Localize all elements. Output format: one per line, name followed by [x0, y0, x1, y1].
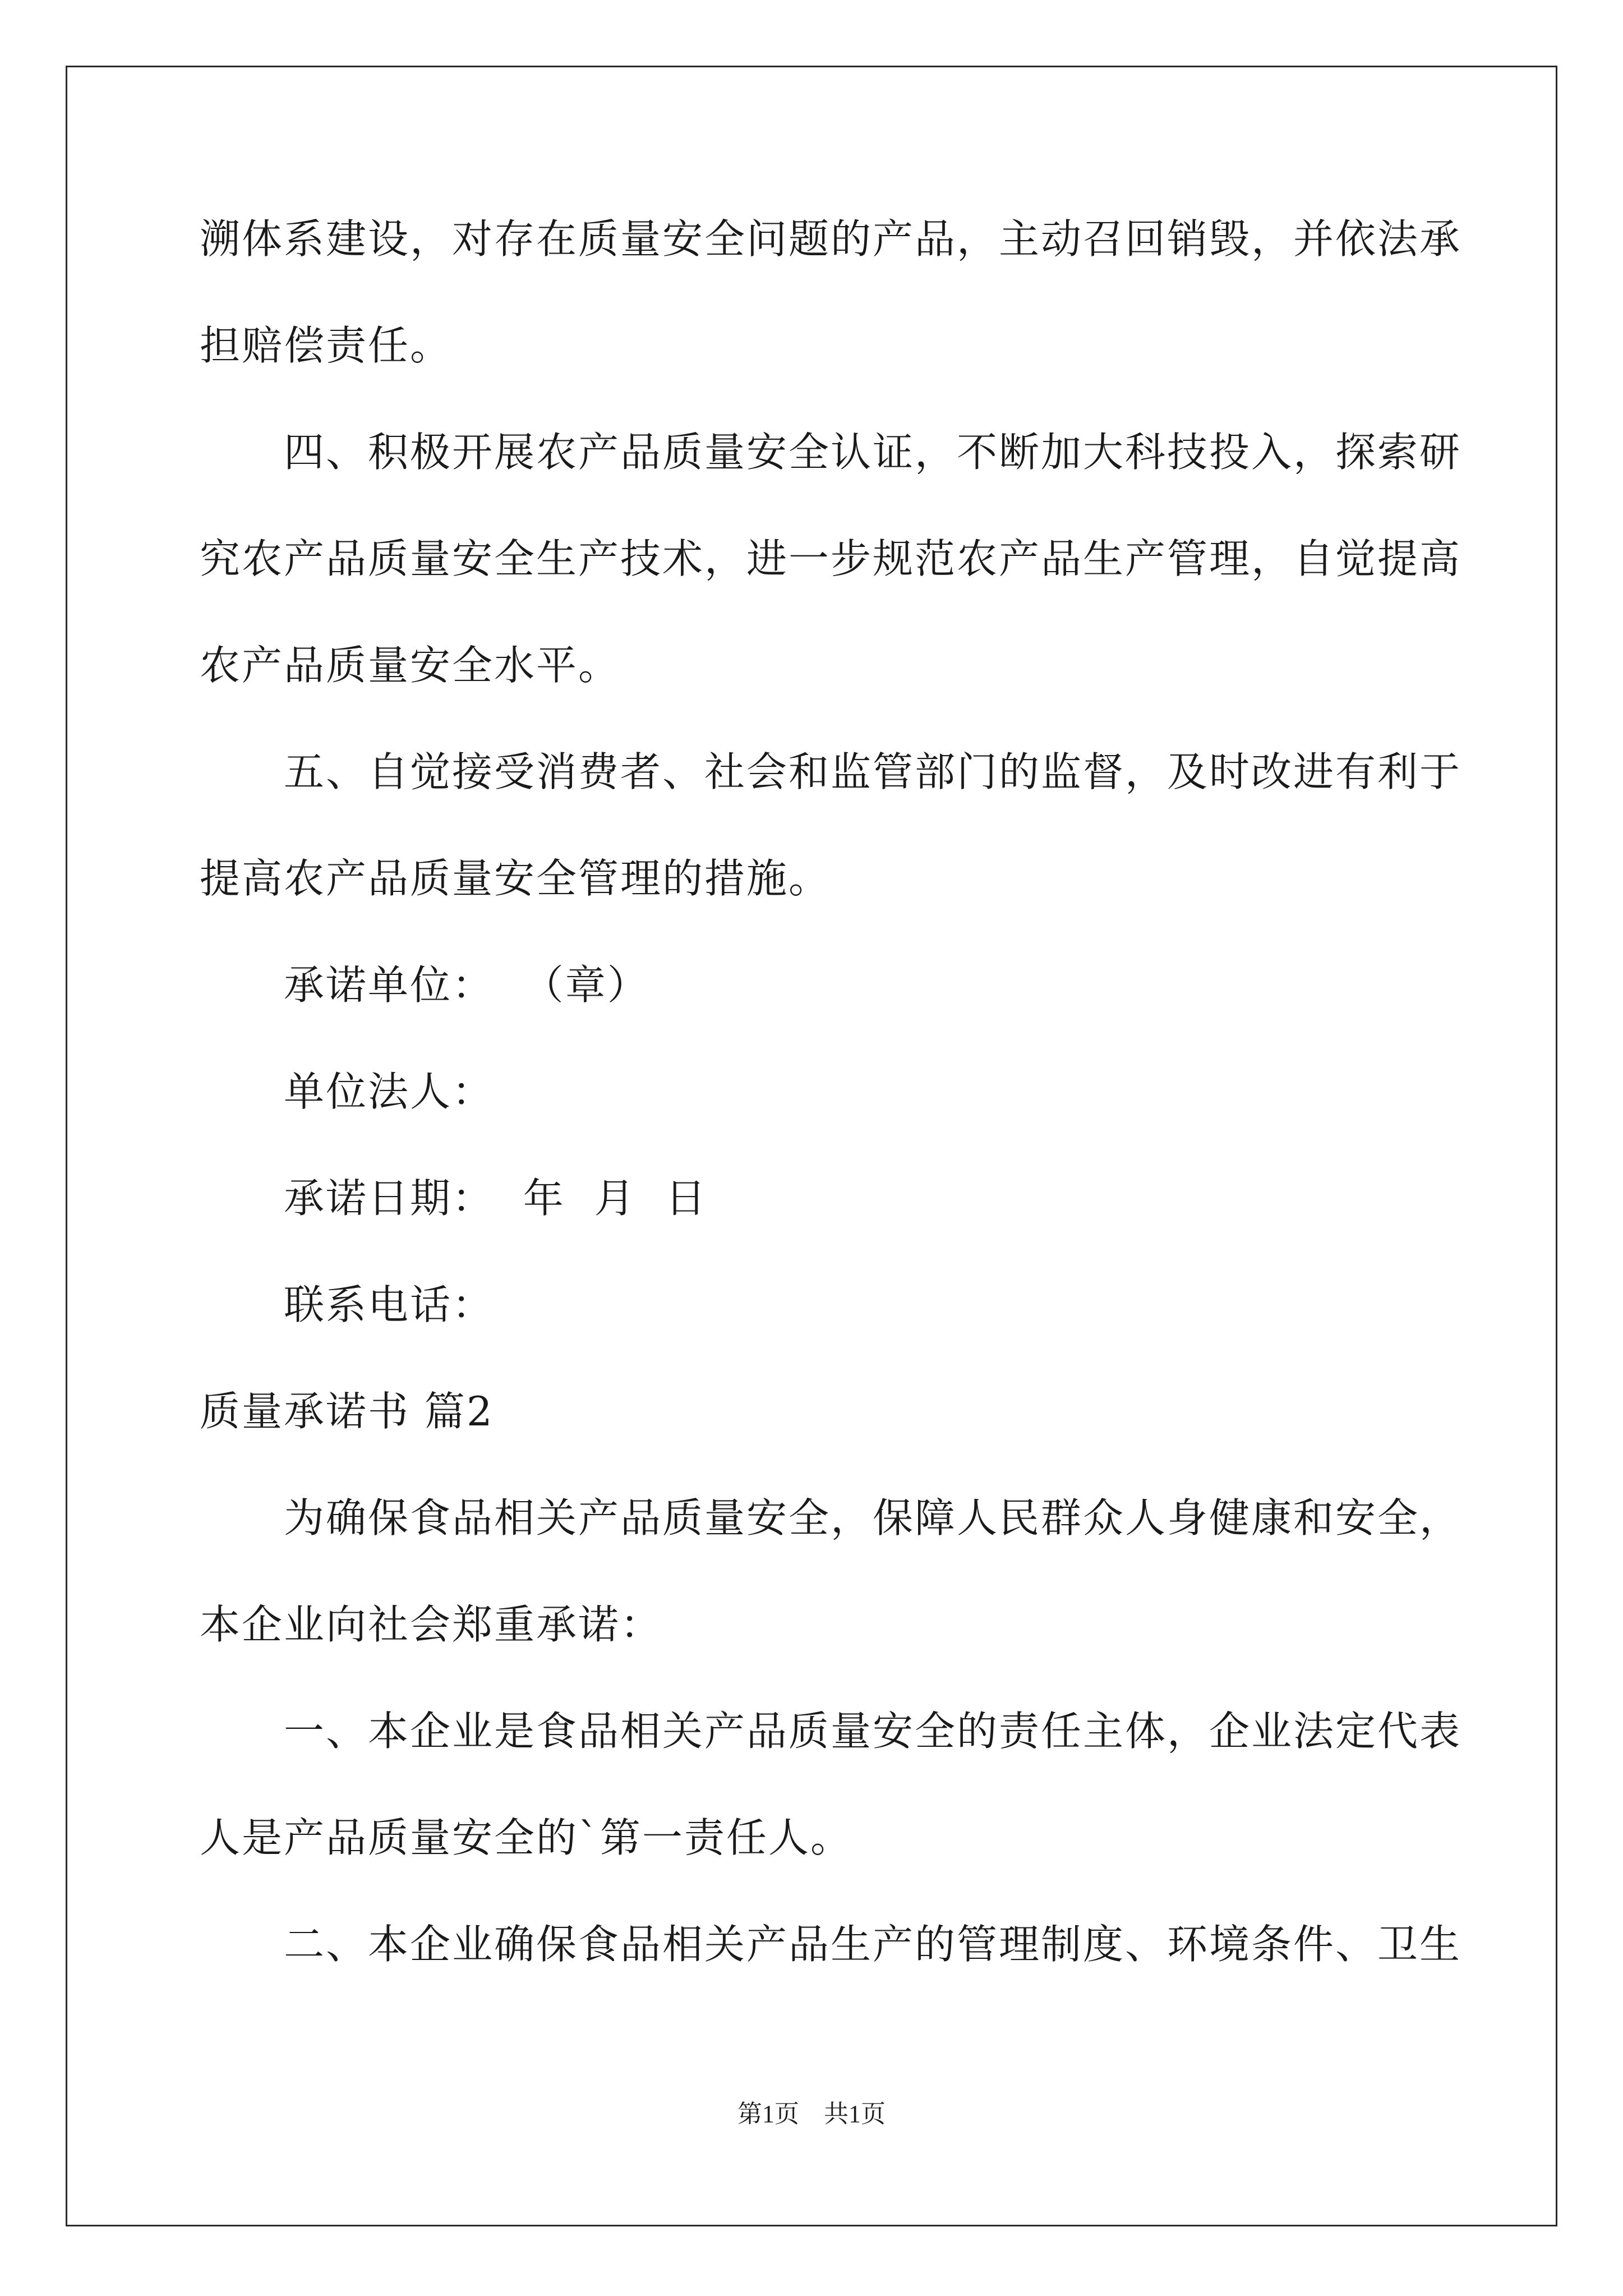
paragraph-line: 一、本企业是食品相关产品质量安全的责任主体，企业法定代表	[284, 1708, 1462, 1755]
signature-unit-line: 承诺单位： （章）	[284, 961, 649, 1009]
signature-phone-line: 联系电话：	[284, 1281, 495, 1328]
signature-date-line: 承诺日期： 年 月 日	[284, 1175, 708, 1222]
paragraph-line: 五、自觉接受消费者、社会和监管部门的监督，及时改进有利于	[284, 748, 1462, 795]
document-body	[200, 215, 1462, 2031]
section-heading: 质量承诺书 篇2	[200, 1388, 494, 1435]
paragraph-line: 提高农产品质量安全管理的措施。	[200, 855, 831, 902]
paragraph-line: 本企业向社会郑重承诺：	[200, 1601, 663, 1648]
paragraph-line: 担赔偿责任。	[200, 322, 453, 369]
paragraph-line: 二、本企业确保食品相关产品生产的管理制度、环境条件、卫生	[284, 1921, 1462, 1968]
paragraph-line: 溯体系建设，对存在质量安全问题的产品，主动召回销毁，并依法承	[200, 215, 1462, 263]
paragraph-line: 究农产品质量安全生产技术，进一步规范农产品生产管理，自觉提高	[200, 535, 1462, 582]
paragraph-line: 农产品质量安全水平。	[200, 642, 621, 689]
paragraph-line: 为确保食品相关产品质量安全，保障人民群众人身健康和安全，	[284, 1494, 1462, 1542]
page-number-total: 共1页	[824, 2100, 886, 2128]
page-number-current: 第1页	[737, 2100, 799, 2128]
signature-legal-person-line: 单位法人：	[284, 1068, 495, 1115]
page-footer	[0, 2093, 1623, 2129]
paragraph-line: 四、积极开展农产品质量安全认证，不断加大科技投入，探索研	[284, 429, 1462, 476]
paragraph-line: 人是产品质量安全的`第一责任人。	[200, 1814, 853, 1861]
